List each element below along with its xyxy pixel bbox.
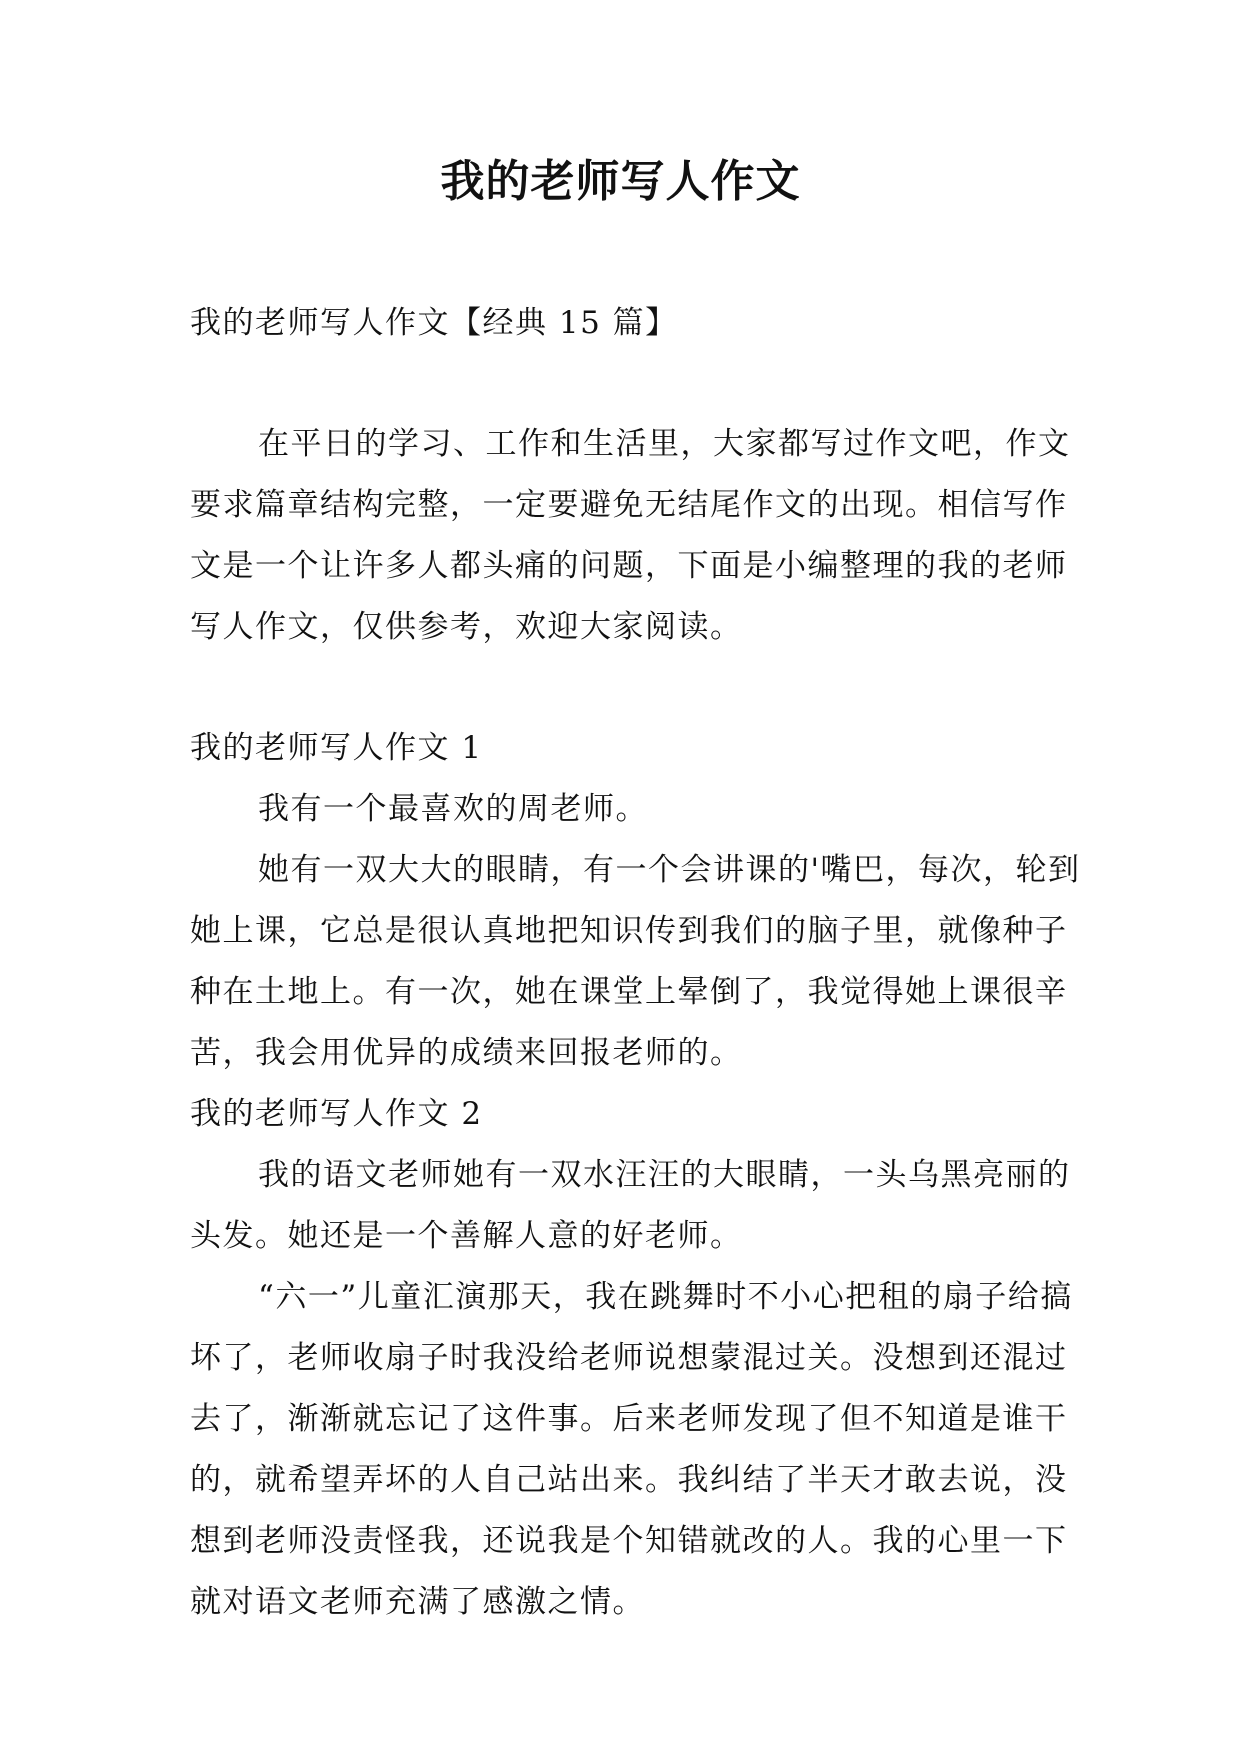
spacer xyxy=(190,658,1082,718)
document-subtitle: 我的老师写人作文【经典 15 篇】 xyxy=(190,305,678,341)
spacer xyxy=(190,354,1082,414)
essay-heading: 我的老师写人作文 1 xyxy=(190,730,483,766)
essay-paragraph: 我的语文老师她有一双水汪汪的大眼睛，一头乌黑亮丽的头发。她还是一个善解人意的好老师。 xyxy=(190,1157,1071,1254)
essay-paragraph: 她有一双大大的眼睛，有一个会讲课的'嘴巴，每次，轮到她上课，它总是很认真地把知识传到我们的脑子里，就像种子种在土地上。有一次，她在课堂上晕倒了，我觉得她上课很辛苦，我会用优异的成绩来回报老师的。 xyxy=(190,852,1081,1071)
document-body xyxy=(190,293,1082,1633)
document-title: 我的老师写人作文 xyxy=(440,156,801,207)
essay-paragraph: “六一”儿童汇演那天，我在跳舞时不小心把租的扇子给搞坏了，老师收扇子时我没给老师说想蒙混过关。没想到还混过去了，渐渐就忘记了这件事。后来老师发现了但不知道是谁干的，就希望弄坏的人自己站出来。我纠结了半天才敢去说，没想到老师没责怪我，还说我是个知错就改的人。我的心里一下就对语文老师充满了感激之情。 xyxy=(190,1279,1073,1620)
intro-paragraph: 在平日的学习、工作和生活里，大家都写过作文吧，作文要求篇章结构完整，一定要避免无结尾作文的出现。相信写作文是一个让许多人都头痛的问题，下面是小编整理的我的老师写人作文，仅供参考，欢迎大家阅读。 xyxy=(190,426,1071,645)
essay-paragraph: 我有一个最喜欢的周老师。 xyxy=(258,791,648,827)
essay-heading: 我的老师写人作文 2 xyxy=(190,1096,483,1132)
